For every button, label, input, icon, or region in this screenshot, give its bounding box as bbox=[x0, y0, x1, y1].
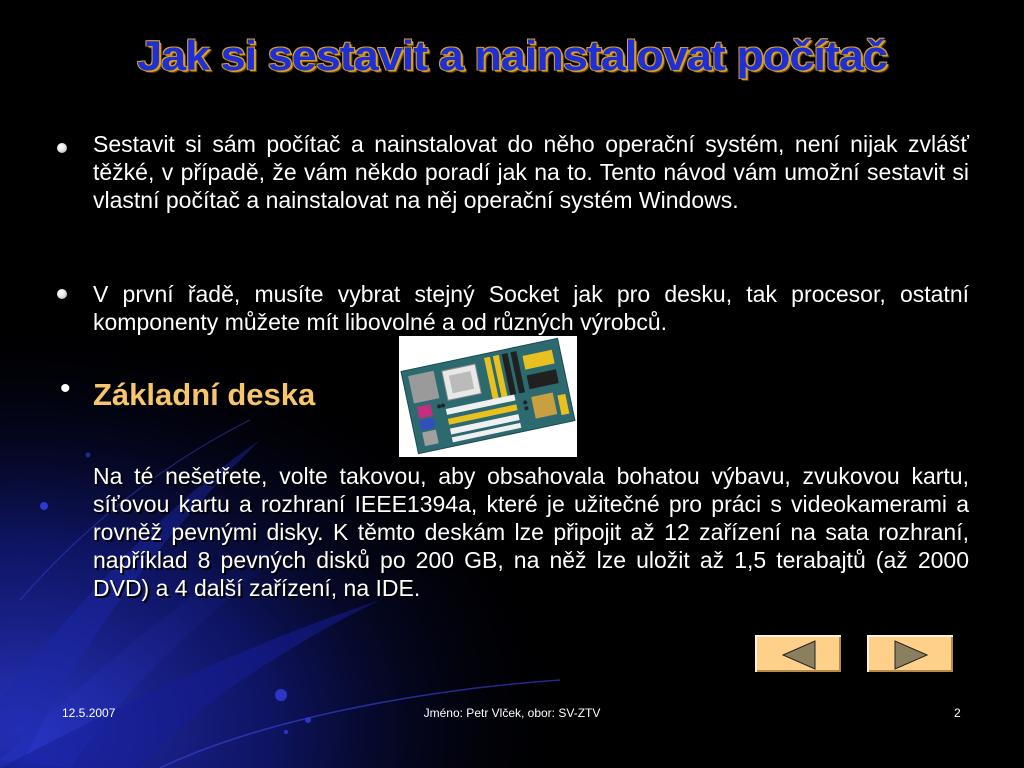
footer-page-number: 2 bbox=[954, 706, 961, 720]
bullet-text-1: Sestavit si sám počítač a nainstalovat do něho operační systém, není nijak zvlášť těžké, v případě, že vám někdo poradí jak na to. Tento návod vám umožní sestavit si vlastní počítač a nainstalovat na něj operační systém Windows. bbox=[93, 131, 969, 213]
triangle-left-icon bbox=[755, 635, 843, 674]
motherboard-icon bbox=[399, 336, 577, 457]
triangle-right-icon bbox=[867, 635, 955, 674]
motherboard-image bbox=[399, 336, 577, 457]
body-paragraph: Na té nešetřete, volte takovou, aby obsahovala bohatou výbavu, zvukovou kartu, síťovou kartu a rozhraní IEEE1394a, které je užitečné pro práci s videokamerami a rovněž pevnými disky. K těmto deskám lze připojit až 12 zařízení na sata rozhraní, například 8 pevných disků po 200 GB, na něž lze uložit až 1,5 terabajtů (až 2000 DVD) a 4 další zařízení, na IDE. bbox=[93, 463, 969, 601]
slide-title: Jak si sestavit a nainstalovat počítač bbox=[137, 32, 887, 79]
bullet-icon bbox=[57, 289, 67, 299]
bullet-icon bbox=[57, 143, 67, 153]
previous-slide-button[interactable] bbox=[754, 634, 842, 673]
footer-author: Jméno: Petr Vlček, obor: SV-ZTV bbox=[423, 706, 601, 720]
section-heading: Základní deska bbox=[93, 377, 316, 412]
bullet-icon: • bbox=[60, 372, 71, 405]
footer-date: 12.5.2007 bbox=[62, 706, 116, 720]
bullet-text-2: V první řadě, musíte vybrat stejný Socket jak pro desku, tak procesor, ostatní komponenty můžete mít libovolné a od různých výrobců. bbox=[93, 281, 969, 335]
next-slide-button[interactable] bbox=[866, 634, 954, 673]
